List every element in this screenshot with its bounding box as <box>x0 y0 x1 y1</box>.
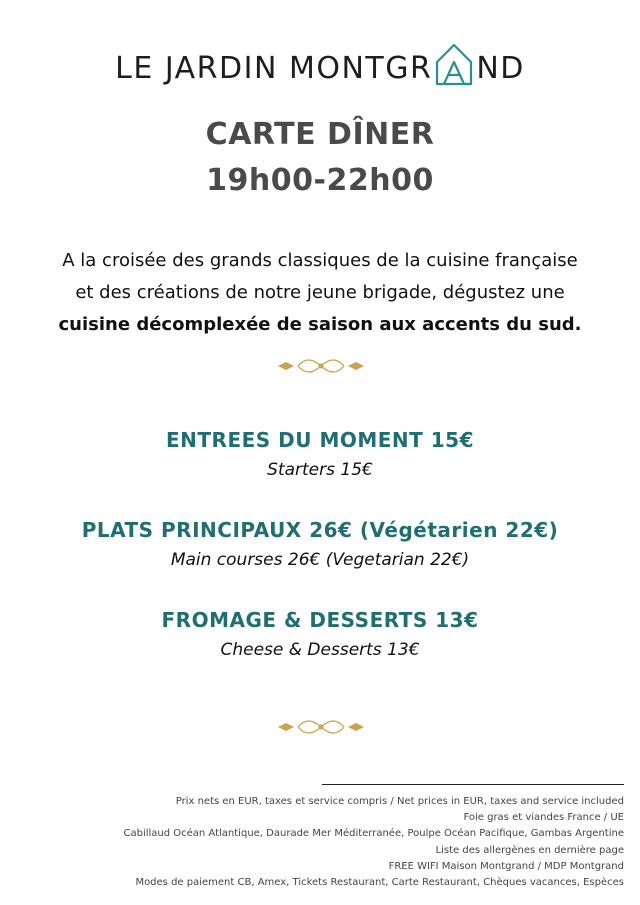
ornamental-divider <box>66 354 576 378</box>
section-title-starters: ENTREES DU MOMENT 15€ <box>166 428 474 452</box>
section-title-mains: PLATS PRINCIPAUX 26€ (Végétarien 22€) <box>81 518 559 542</box>
house-a-icon <box>433 40 475 88</box>
section-title-desserts: FROMAGE & DESSERTS 13€ <box>161 608 479 632</box>
footer-notes <box>24 794 624 891</box>
menu-title: CARTE DÎNER <box>205 117 435 152</box>
logo-text-end: ND <box>476 50 525 86</box>
restaurant-logo <box>0 44 640 92</box>
section-subtitle-desserts: Cheese & Desserts 13€ <box>220 640 420 660</box>
section-subtitle-mains: Main courses 26€ (Vegetarian 22€) <box>170 550 470 570</box>
footer-line: Modes de paiement CB, Amex, Tickets Restaurant, Carte Restaurant, Chèques vacances, Espèces <box>135 877 624 889</box>
footer-rule <box>322 784 624 785</box>
logo-text-start: LE JARDIN MONTGR <box>115 50 433 86</box>
intro-line: A la croisée des grands classiques de la cuisine française <box>62 250 578 271</box>
intro-line: et des créations de notre jeune brigade, dégustez une <box>75 282 565 303</box>
footer-line: Foie gras et viandes France / UE <box>463 812 624 824</box>
section-subtitle-starters: Starters 15€ <box>267 460 373 480</box>
service-hours: 19h00-22h00 <box>206 163 434 198</box>
footer-line: Liste des allergènes en dernière page <box>435 844 624 856</box>
footer-line: Prix nets en EUR, taxes et service compris / Net prices in EUR, taxes and service included <box>175 796 624 807</box>
intro-line-bold: cuisine décomplexée de saison aux accents du sud. <box>58 314 582 335</box>
footer-line: FREE WIFI Maison Montgrand / MDP Montgrand <box>388 860 624 872</box>
footer-line: Cabillaud Océan Atlantique, Daurade Mer Méditerranée, Poulpe Océan Pacifique, Gambas Argentine <box>123 828 624 840</box>
intro-paragraph <box>20 245 620 341</box>
ornamental-divider <box>66 715 576 739</box>
